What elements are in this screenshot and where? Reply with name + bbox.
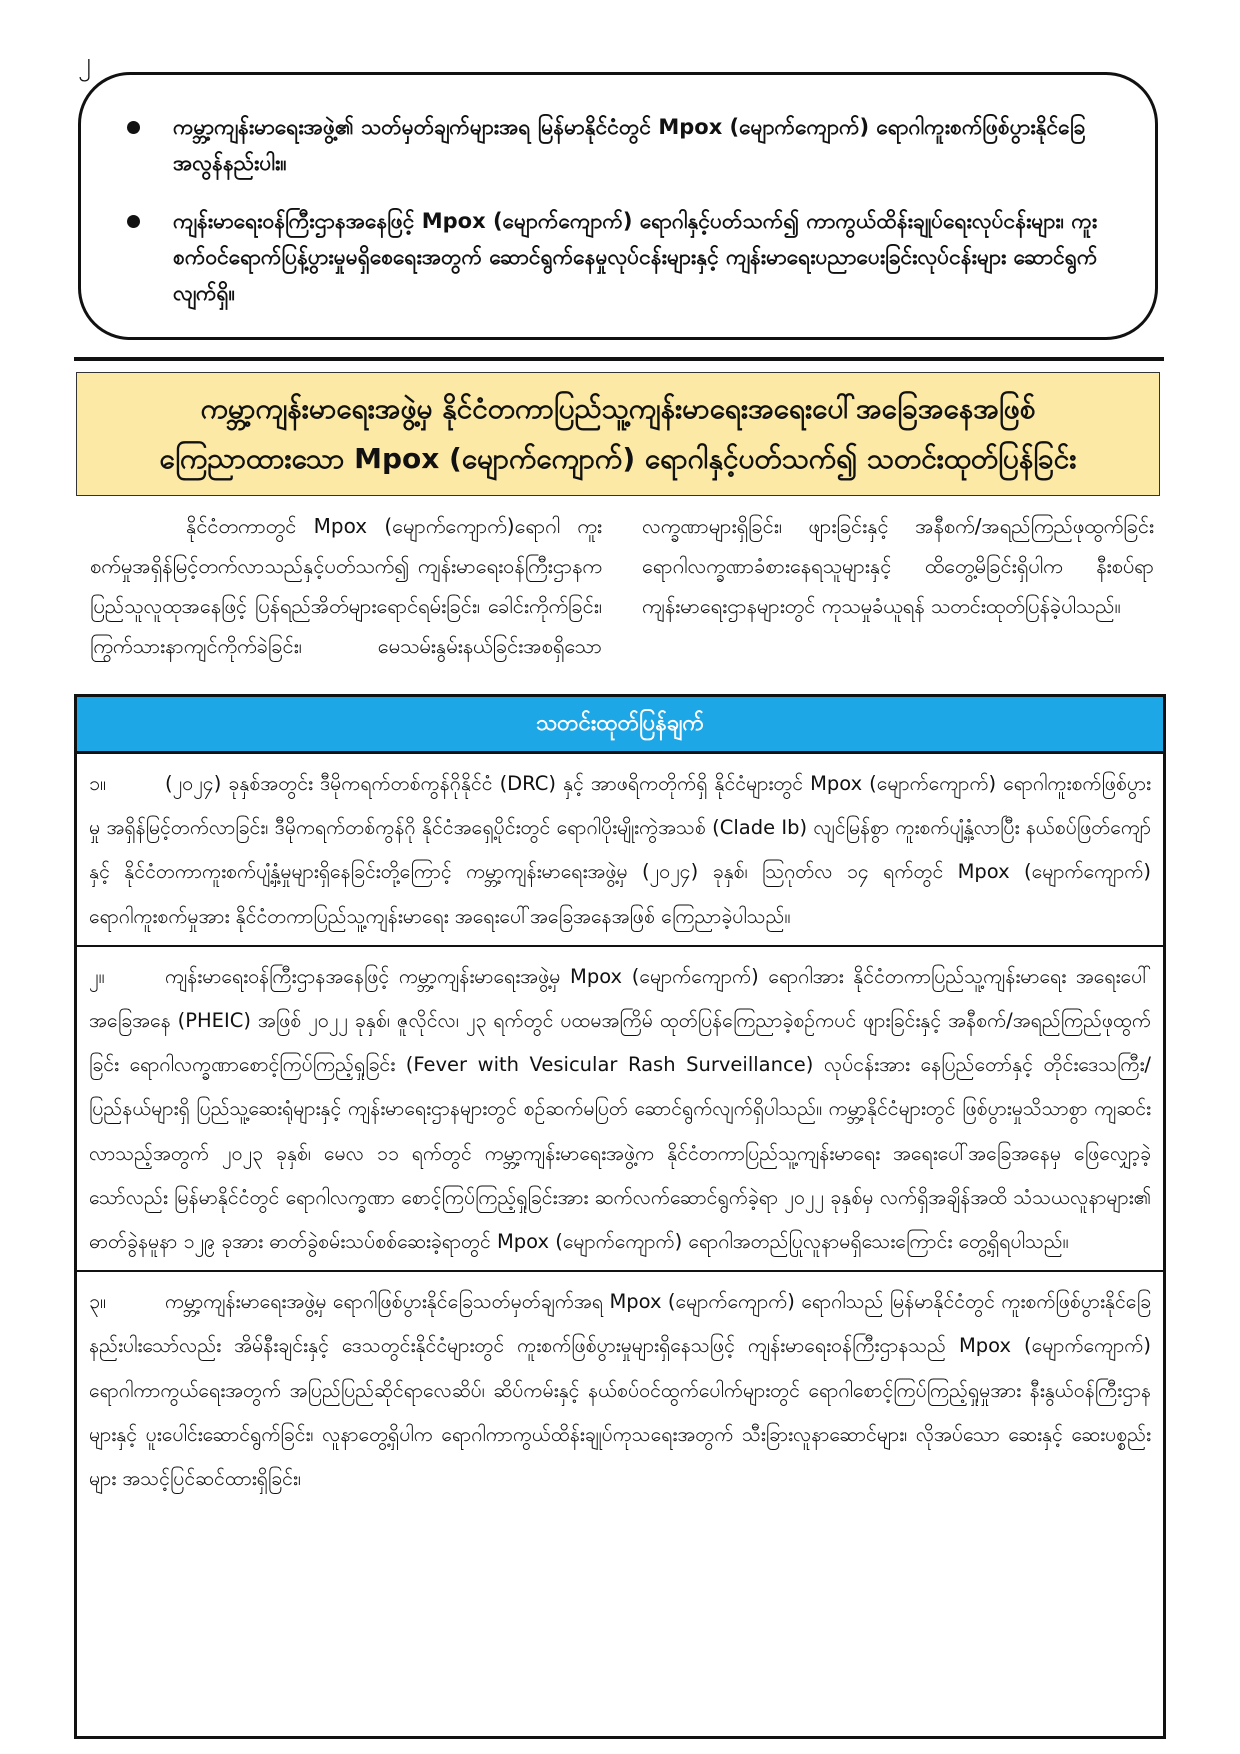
- summary-bullet-item: [121, 109, 1115, 181]
- statement-paragraph-2: [77, 945, 1163, 1270]
- paragraph-text: ကျန်းမာရေးဝန်ကြီးဌာနအနေဖြင့် ကမ္ဘာ့ကျန်းမာရေးအဖွဲ့မှ Mpox (မျောက်ကျောက်) ရောဂါအား နိုင်ငံတကာပြည်သူ့ကျန်းမာရေး အရေးပေါ်အခြေအနေ (PHEIC) အဖြစ် ၂၀၂၂ ခုနှစ်၊ ဇူလိုင်လ၊ ၂၃ ရက်တွင် ပထမအကြိမ် ထုတ်ပြန်ကြေညာခဲ့စဉ်ကပင် ဖျားခြင်းနှင့် အနီစက်/အရည်ကြည်ဖုထွက်ခြင်း ရောဂါလက္ခဏာစောင့်ကြပ်ကြည့်ရှုခြင်း (Fever with Vesicular Rash Surveillance) လုပ်ငန်းအား နေပြည်တော်နှင့် တိုင်းဒေသကြီး/ပြည်နယ်များရှိ ပြည်သူ့ဆေးရုံများနှင့် ကျန်းမာရေးဌာနများတွင် စဉ်ဆက်မပြတ် ဆောင်ရွက်လျက်ရှိပါသည်။ ကမ္ဘာ့နိုင်ငံများတွင် ဖြစ်ပွားမှုသိသာစွာ ကျဆင်းလာသည့်အတွက် ၂၀၂၃ ခုနှစ်၊ မေလ ၁၁ ရက်တွင် ကမ္ဘာ့ကျန်းမာရေးအဖွဲ့က နိုင်ငံတကာပြည်သူ့ကျန်းမာရေး အရေးပေါ်အခြေအနေမှ ဖြေလျှော့ခဲ့သော်လည်း မြန်မာနိုင်ငံတွင် ရောဂါလက္ခဏာ စောင့်ကြပ်ကြည့်ရှုခြင်းအား ဆက်လက်ဆောင်ရွက်ခဲ့ရာ ၂၀၂၂ ခုနှစ်မှ လက်ရှိအချိန်အထိ သံသယလူနာများ၏ ဓာတ်ခွဲနမူနာ ၁၂၉ ခုအား ဓာတ်ခွဲစမ်းသပ်စစ်ဆေးခဲ့ရာတွင် Mpox (မျောက်ကျောက်) ရောဂါအတည်ပြုလူနာမရှိသေးကြောင်း တွေ့ရှိရပါသည်။: [89, 964, 1151, 1254]
- press-statement-box: [74, 694, 1166, 1739]
- summary-list: [121, 109, 1115, 311]
- summary-box: [78, 72, 1158, 340]
- intro-paragraph: နိုင်ငံတကာတွင် Mpox (မျောက်ကျောက်)ရောဂါ ကူးစက်မှုအရှိန်မြင့်တက်လာသည်နှင့်ပတ်သက်၍ ကျန်းမာရေးဝန်ကြီးဌာနက ပြည်သူလူထုအနေဖြင့် ပြန်ရည်အိတ်များရောင်ရမ်းခြင်း၊ ခေါင်းကိုက်ခြင်း၊ ကြွက်သားနာကျင်ကိုက်ခဲခြင်း၊ မေသမ်းနွမ်းနယ်ခြင်းအစရှိသော လက္ခဏာများရှိခြင်း၊ ဖျားခြင်းနှင့် အနီစက်/အရည်ကြည်ဖုထွက်ခြင်း ရောဂါလက္ခဏာခံစားနေရသူများနှင့် ထိတွေ့မိခြင်းရှိပါက နီးစပ်ရာကျန်းမာရေးဌာနများတွင် ကုသမှုခံယူရန် သတင်းထုတ်ပြန်ခဲ့ပါသည်။: [90, 514, 1154, 658]
- divider: [74, 357, 1164, 361]
- paragraph-number: ၁။: [89, 772, 106, 795]
- page-number: ၂: [78, 47, 91, 77]
- bullet-icon: [127, 215, 140, 228]
- title-line-1: ကမ္ဘာ့ကျန်းမာရေးအဖွဲ့မှ နိုင်ငံတကာပြည်သူ့ကျန်းမာရေးအရေးပေါ်အခြေအနေအဖြစ်: [200, 392, 1036, 425]
- statement-paragraph-3: [77, 1270, 1163, 1507]
- intro-section: [90, 506, 1154, 686]
- paragraph-number: ၂။: [89, 964, 105, 988]
- paragraph-text: (၂၀၂၄) ခုနှစ်အတွင်း ဒီမိုကရက်တစ်ကွန်ဂိုနိုင်ငံ (DRC) နှင့် အာဖရိကတိုက်ရှိ နိုင်ငံများတွင် Mpox (မျောက်ကျောက်) ရောဂါကူးစက်ဖြစ်ပွားမှု အရှိန်မြင့်တက်လာခြင်း၊ ဒီမိုကရက်တစ်ကွန်ဂို နိုင်ငံအရှေ့ပိုင်းတွင် ရောဂါပိုးမျိုးကွဲအသစ် (Clade Ib) လျင်မြန်စွာ ကူးစက်ပျံ့နှံ့လာပြီး နယ်စပ်ဖြတ်ကျော်နှင့် နိုင်ငံတကာကူးစက်ပျံ့နှံ့မှုများရှိနေခြင်းတို့ကြောင့် ကမ္ဘာ့ကျန်းမာရေးအဖွဲ့မှ (၂၀၂၄) ခုနှစ်၊ ဩဂုတ်လ ၁၄ ရက်တွင် Mpox (မျောက်ကျောက်) ရောဂါကူးစက်မှုအား နိုင်ငံတကာပြည်သူ့ကျန်းမာရေး အရေးပေါ်အခြေအနေအဖြစ် ကြေညာခဲ့ပါသည်။: [89, 772, 1151, 928]
- paragraph-number: ၃။: [89, 1290, 106, 1314]
- statement-paragraph-1: [77, 754, 1163, 945]
- summary-bullet-text: ကျန်းမာရေးဝန်ကြီးဌာနအနေဖြင့် Mpox (မျောက်ကျောက်) ရောဂါနှင့်ပတ်သက်၍ ကာကွယ်ထိန်းချုပ်ရေးလုပ်ငန်းများ၊ ကူးစက်ဝင်ရောက်ပြန့်ပွားမှုမရှိစေရေးအတွက် ဆောင်ရွက်နေမှုလုပ်ငန်းများနှင့် ကျန်းမာရေးပညာပေးခြင်းလုပ်ငန်းများ ဆောင်ရွက်လျက်ရှိ။: [173, 209, 1098, 305]
- summary-bullet-item: [121, 203, 1115, 311]
- title-box: [76, 372, 1160, 496]
- summary-bullet-text: ကမ္ဘာ့ကျန်းမာရေးအဖွဲ့၏ သတ်မှတ်ချက်များအရ မြန်မာနိုင်ငံတွင် Mpox (မျောက်ကျောက်) ရောဂါကူးစက်ဖြစ်ပွားနိုင်ခြေ အလွန်နည်းပါး။: [173, 115, 1086, 175]
- bullet-icon: [127, 121, 140, 134]
- statement-header: သတင်းထုတ်ပြန်ချက်: [77, 697, 1163, 754]
- title-line-2: ကြေညာထားသော Mpox (မျောက်ကျောက်) ရောဂါနှင့်ပတ်သက်၍ သတင်းထုတ်ပြန်ခြင်း: [159, 442, 1077, 475]
- paragraph-text: ကမ္ဘာ့ကျန်းမာရေးအဖွဲ့မှ ရောဂါဖြစ်ပွားနိုင်ခြေသတ်မှတ်ချက်အရ Mpox (မျောက်ကျောက်) ရောဂါသည် မြန်မာနိုင်ငံတွင် ကူးစက်ဖြစ်ပွားနိုင်ခြေနည်းပါးသော်လည်း အိမ်နီးချင်းနှင့် ဒေသတွင်းနိုင်ငံများတွင် ကူးစက်ဖြစ်ပွားမှုများရှိနေသဖြင့် ကျန်းမာရေးဝန်ကြီးဌာနသည် Mpox (မျောက်ကျောက်) ရောဂါကာကွယ်ရေးအတွက် အပြည်ပြည်ဆိုင်ရာလေဆိပ်၊ ဆိပ်ကမ်းနှင့် နယ်စပ်ဝင်ထွက်ပေါက်များတွင် ရောဂါစောင့်ကြပ်ကြည့်ရှုမှုအား နီးနွယ်ဝန်ကြီးဌာနများနှင့် ပူးပေါင်းဆောင်ရွက်ခြင်း၊ လူနာတွေ့ရှိပါက ရောဂါကာကွယ်ထိန်းချုပ်ကုသရေးအတွက် သီးခြားလူနာဆောင်များ၊ လိုအပ်သော ဆေးနှင့် ဆေးပစ္စည်းများ အသင့်ပြင်ဆင်ထားရှိခြင်း၊: [89, 1290, 1151, 1491]
